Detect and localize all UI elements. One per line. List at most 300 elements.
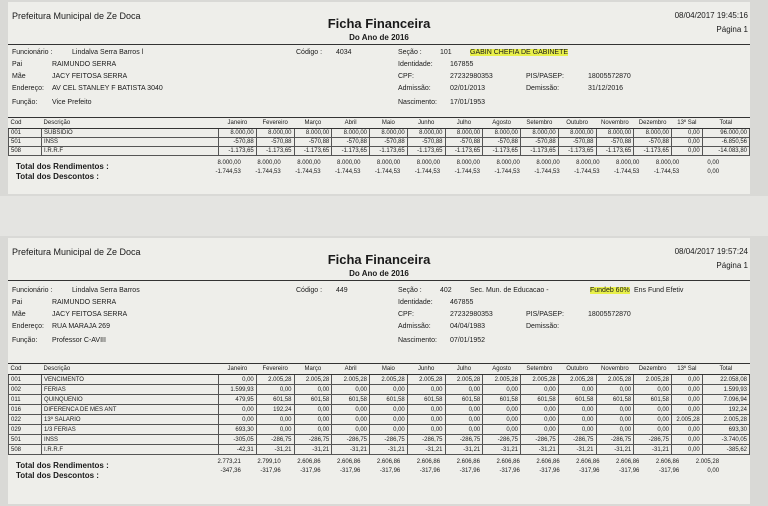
admissao-value: 04/04/1983 (450, 323, 486, 330)
secao-value: Sec. Mun. de Educacao - (470, 287, 549, 294)
total-value: 8.000,00 (257, 160, 281, 166)
total-rendimentos-values (204, 160, 750, 166)
table-cell: -570,88 (294, 138, 332, 147)
ficha-financeira-sheet-1 (8, 2, 750, 194)
total-value: -1.744,53 (295, 169, 321, 175)
total-value: 2.606,86 (297, 459, 321, 465)
table-cell: -42,31 (219, 445, 257, 455)
table-cell: 0,00 (672, 129, 703, 138)
total-value: 2.606,86 (496, 459, 520, 465)
table-cell: 0,00 (332, 405, 370, 415)
document-title: Ficha Financeira (327, 252, 431, 267)
total-descontos-values (204, 468, 750, 474)
table-cell: -31,21 (634, 445, 672, 455)
cpf-label: CPF: (398, 311, 414, 318)
column-header: Janeiro (219, 118, 257, 129)
total-value: 2.606,86 (337, 459, 361, 465)
table-cell: 0,00 (332, 425, 370, 435)
table-cell: 2.005,28 (332, 375, 370, 385)
table-cell: 0,00 (370, 415, 408, 425)
secao-number: 402 (440, 287, 452, 294)
total-value: -317,96 (658, 468, 680, 474)
column-header: Dezembro (634, 364, 672, 375)
column-header: Outubro (558, 118, 596, 129)
total-descontos-label: Total dos Descontos : (16, 471, 99, 480)
total-value: -317,96 (379, 468, 401, 474)
column-header: Agosto (483, 364, 521, 375)
table-cell: 0,00 (219, 405, 257, 415)
table-cell: -31,21 (445, 445, 483, 455)
total-value: 2.606,86 (416, 459, 441, 465)
table-cell: 022 (9, 415, 42, 425)
column-header: Total (702, 118, 749, 129)
table-cell: 0,00 (672, 435, 703, 445)
table-cell: 0,00 (558, 415, 596, 425)
total-rendimentos-label: Total dos Rendimentos : (16, 162, 109, 171)
table-cell: 2.005,28 (370, 375, 408, 385)
total-value: -1.744,53 (454, 169, 480, 175)
table-cell: I.R.R.F (42, 147, 219, 156)
table-cell: 8.000,00 (634, 129, 672, 138)
table-cell: -570,88 (483, 138, 521, 147)
column-header: Setembro (521, 118, 559, 129)
column-header: Maio (370, 118, 408, 129)
column-header: Descrição (42, 364, 219, 375)
endereco-value: RUA MARAJA 269 (52, 323, 110, 330)
column-header: Dezembro (634, 118, 672, 129)
table-cell: 8.000,00 (370, 129, 408, 138)
totals-block (8, 455, 750, 481)
document-subtitle: Do Ano de 2016 (349, 269, 409, 278)
nascimento-label: Nascimento: (398, 337, 437, 344)
table-cell: 601,58 (332, 395, 370, 405)
total-value: 2.606,86 (456, 459, 480, 465)
admissao-label: Admissão: (398, 323, 431, 330)
table-cell: 0,00 (634, 385, 672, 395)
page-number: Página 1 (716, 25, 748, 34)
table-cell: 1/3 FERIAS (42, 425, 219, 435)
table-cell: 693,30 (219, 425, 257, 435)
admissao-label: Admissão: (398, 85, 431, 92)
total-value: 8.000,00 (456, 160, 480, 166)
column-header: Cod (9, 364, 42, 375)
table-cell: 0,00 (596, 425, 634, 435)
table-cell: -570,88 (558, 138, 596, 147)
ficha-financeira-sheet-2 (8, 238, 750, 504)
identidade-value: 467855 (450, 299, 474, 306)
total-value: 8.000,00 (297, 160, 321, 166)
table-cell: 0,00 (294, 425, 332, 435)
total-value: -317,96 (459, 468, 480, 474)
total-value: 2.606,86 (536, 459, 560, 465)
total-value (722, 459, 750, 465)
table-cell: 0,00 (521, 385, 559, 395)
table-cell: -286,75 (521, 435, 559, 445)
table-cell: 0,00 (445, 425, 483, 435)
pis-label: PIS/PASEP: (526, 311, 564, 318)
cpf-value: 27232980353 (450, 311, 493, 318)
table-cell: -1.173,65 (596, 147, 634, 156)
table-cell: 002 (9, 385, 42, 395)
table-cell: 1.599,93 (702, 385, 749, 395)
table-cell: 7.096,94 (702, 395, 749, 405)
table-cell: 0,00 (407, 385, 445, 395)
endereco-label: Endereço: (12, 85, 44, 92)
total-value: -317,96 (340, 468, 361, 474)
table-cell: -570,88 (370, 138, 408, 147)
table-cell: 0,00 (483, 405, 521, 415)
total-value (722, 169, 750, 175)
table-cell: 0,00 (483, 385, 521, 395)
table-cell: 1.599,93 (219, 385, 257, 395)
payroll-table (8, 118, 750, 156)
table-cell: 2.005,28 (407, 375, 445, 385)
table-cell: 601,58 (294, 395, 332, 405)
table-cell: -31,21 (407, 445, 445, 455)
table-row (9, 435, 750, 445)
table-cell: SUBSIDIO (42, 129, 219, 138)
table-cell: 0,00 (672, 425, 703, 435)
prefeitura-name: Prefeitura Municipal de Ze Doca (12, 247, 141, 257)
table-cell: 2.005,28 (256, 375, 294, 385)
total-value: 2.606,86 (376, 459, 401, 465)
paper-gap (0, 196, 768, 236)
total-value: 2.799,10 (257, 459, 281, 465)
funcao-label: Função: (12, 337, 38, 344)
pai-label: Pai (12, 61, 23, 68)
table-cell: 0,00 (483, 415, 521, 425)
total-value: -1.744,53 (494, 169, 520, 175)
funcao-value: Vice Prefeito (52, 99, 92, 106)
table-cell: 8.000,00 (521, 129, 559, 138)
table-cell: INSS (42, 138, 219, 147)
table-cell: -286,75 (483, 435, 521, 445)
table-cell: -286,75 (370, 435, 408, 445)
total-descontos-label: Total dos Descontos : (16, 172, 99, 181)
table-cell: -305,05 (219, 435, 257, 445)
document-subtitle: Do Ano de 2016 (349, 33, 409, 42)
demissao-label: Demissão: (526, 323, 560, 330)
table-cell: -570,88 (445, 138, 483, 147)
table-cell: 001 (9, 129, 42, 138)
column-header: Descrição (42, 118, 219, 129)
pis-value: 18005572870 (588, 73, 631, 80)
table-cell: 0,00 (219, 375, 257, 385)
table-cell: 2.005,28 (521, 375, 559, 385)
funcionario-value: Lindalva Serra Barros (72, 287, 140, 294)
table-row (9, 415, 750, 425)
payroll-table (8, 364, 750, 455)
total-value: -1.744,53 (534, 169, 560, 175)
table-cell: FERIAS (42, 385, 219, 395)
table-cell: -286,75 (596, 435, 634, 445)
identidade-label: Identidade: (398, 299, 433, 306)
table-cell: DIFERENCA DE MES ANT (42, 405, 219, 415)
table-cell: 8.000,00 (558, 129, 596, 138)
table-cell: INSS (42, 435, 219, 445)
total-value: 2.606,86 (655, 459, 680, 465)
table-cell: -286,75 (332, 435, 370, 445)
total-value: -1.744,53 (255, 169, 281, 175)
table-cell: -31,21 (521, 445, 559, 455)
pai-label: Pai (12, 299, 23, 306)
table-cell: 0,00 (294, 415, 332, 425)
total-value: -1.744,53 (215, 169, 241, 175)
total-value: 0,00 (707, 169, 720, 175)
table-row (9, 129, 750, 138)
table-cell: -31,21 (256, 445, 294, 455)
table-cell: 0,00 (332, 385, 370, 395)
funcionario-value: Lindalva Serra Barros l (72, 49, 144, 56)
table-cell: 508 (9, 147, 42, 156)
table-cell: 0,00 (370, 425, 408, 435)
column-header: Junho (407, 364, 445, 375)
table-cell: -31,21 (596, 445, 634, 455)
table-cell: -1.173,65 (294, 147, 332, 156)
table-cell: -6.850,56 (702, 138, 749, 147)
pai-value: RAIMUNDO SERRA (52, 61, 117, 68)
table-cell: 601,58 (370, 395, 408, 405)
table-cell: 192,24 (256, 405, 294, 415)
table-cell: 501 (9, 435, 42, 445)
table-cell: 601,58 (634, 395, 672, 405)
table-cell: -1.173,65 (445, 147, 483, 156)
table-cell: 0,00 (407, 425, 445, 435)
table-cell: 2.005,28 (702, 415, 749, 425)
column-header: Abril (332, 364, 370, 375)
table-row (9, 425, 750, 435)
table-cell: 8.000,00 (483, 129, 521, 138)
table-cell: 0,00 (521, 415, 559, 425)
table-cell: -14.083,80 (702, 147, 749, 156)
total-value: 8.000,00 (655, 160, 680, 166)
table-cell: 479,95 (219, 395, 257, 405)
table-cell: -1.173,65 (407, 147, 445, 156)
table-cell: -570,88 (332, 138, 370, 147)
total-value: -317,96 (539, 468, 560, 474)
table-cell: -570,88 (256, 138, 294, 147)
secao-highlight: Fundeb 60% (590, 287, 630, 294)
secao-value: GABIN CHEFIA DE GABINETE (470, 49, 569, 56)
pis-value: 18005572870 (588, 311, 631, 318)
table-row (9, 138, 750, 147)
mae-label: Mãe (12, 73, 26, 80)
column-header: Abril (332, 118, 370, 129)
codigo-label: Código : (296, 287, 323, 294)
table-cell: 0,00 (256, 385, 294, 395)
table-cell: -286,75 (634, 435, 672, 445)
funcao-value: Professor C-AVIII (52, 337, 106, 344)
table-cell: 508 (9, 445, 42, 455)
table-cell: 001 (9, 375, 42, 385)
table-cell: -31,21 (558, 445, 596, 455)
total-value: -1.744,53 (414, 169, 441, 175)
pai-value: RAIMUNDO SERRA (52, 299, 117, 306)
table-row (9, 147, 750, 156)
table-cell: 0,00 (634, 405, 672, 415)
table-cell: 0,00 (596, 405, 634, 415)
column-header: 13º Sal (672, 118, 703, 129)
column-header: Março (294, 364, 332, 375)
secao-tail: Ens Fund Efetiv (634, 287, 684, 294)
table-cell: 0,00 (407, 405, 445, 415)
table-row (9, 445, 750, 455)
total-value: -1.744,53 (653, 169, 680, 175)
demissao-value: 31/12/2016 (588, 85, 624, 92)
table-cell: 016 (9, 405, 42, 415)
table-cell: 501 (9, 138, 42, 147)
table-cell: 0,00 (634, 415, 672, 425)
page-number: Página 1 (716, 261, 748, 270)
table-cell: -1.173,65 (332, 147, 370, 156)
table-cell: 2.005,28 (294, 375, 332, 385)
funcao-label: Função: (12, 99, 38, 106)
total-value: 0,00 (707, 468, 720, 474)
total-value (722, 468, 750, 474)
total-value: -317,96 (419, 468, 441, 474)
column-header: Fevereiro (256, 364, 294, 375)
totals-block (8, 156, 750, 182)
table-cell: 0,00 (634, 425, 672, 435)
total-value: 8.000,00 (217, 160, 241, 166)
total-value: 8.000,00 (576, 160, 600, 166)
total-value: 8.000,00 (496, 160, 520, 166)
mae-label: Mãe (12, 311, 26, 318)
total-value: 0,00 (707, 160, 720, 166)
identidade-value: 167855 (450, 61, 474, 68)
employee-info (8, 281, 750, 364)
mae-value: JACY FEITOSA SERRA (52, 311, 128, 318)
table-cell: 0,00 (294, 385, 332, 395)
total-value: 8.000,00 (616, 160, 640, 166)
secao-label: Seção : (398, 287, 422, 294)
pis-label: PIS/PASEP: (526, 73, 564, 80)
total-value: -317,96 (619, 468, 640, 474)
total-value: -317,96 (300, 468, 321, 474)
table-cell: VENCIMENTO (42, 375, 219, 385)
table-cell: 13º SALARIO (42, 415, 219, 425)
table-cell: 601,58 (558, 395, 596, 405)
nascimento-value: 07/01/1952 (450, 337, 486, 344)
table-cell: -31,21 (370, 445, 408, 455)
table-cell: 0,00 (521, 425, 559, 435)
table-cell: 0,00 (445, 415, 483, 425)
demissao-label: Demissão: (526, 85, 560, 92)
table-cell: 601,58 (445, 395, 483, 405)
total-value: -317,96 (579, 468, 600, 474)
total-value: -317,96 (499, 468, 520, 474)
total-value: 2.606,86 (576, 459, 600, 465)
table-cell: 0,00 (445, 405, 483, 415)
table-cell: 601,58 (256, 395, 294, 405)
table-cell: 0,00 (672, 147, 703, 156)
table-cell: 2.005,28 (558, 375, 596, 385)
table-cell: 601,58 (596, 395, 634, 405)
admissao-value: 02/01/2013 (450, 85, 486, 92)
document-title: Ficha Financeira (327, 16, 431, 31)
table-cell: -1.173,65 (483, 147, 521, 156)
cpf-value: 27232980353 (450, 73, 493, 80)
identidade-label: Identidade: (398, 61, 433, 68)
table-cell: -1.173,65 (634, 147, 672, 156)
table-cell: QUINQUENIO (42, 395, 219, 405)
table-cell: 8.000,00 (445, 129, 483, 138)
table-cell: 0,00 (294, 405, 332, 415)
table-cell: -1.173,65 (256, 147, 294, 156)
table-cell: 0,00 (521, 405, 559, 415)
total-value: -1.744,53 (374, 169, 401, 175)
total-value: 8.000,00 (536, 160, 560, 166)
table-cell: 0,00 (256, 415, 294, 425)
table-cell: -31,21 (294, 445, 332, 455)
table-cell: 0,00 (672, 405, 703, 415)
prefeitura-name: Prefeitura Municipal de Ze Doca (12, 11, 141, 21)
table-cell: -286,75 (445, 435, 483, 445)
table-cell: -570,88 (407, 138, 445, 147)
column-header: Julho (445, 364, 483, 375)
nascimento-label: Nascimento: (398, 99, 437, 106)
table-cell: 192,24 (702, 405, 749, 415)
total-value: 8.000,00 (416, 160, 441, 166)
table-cell: 029 (9, 425, 42, 435)
table-cell: -1.173,65 (370, 147, 408, 156)
column-header: Total (702, 364, 749, 375)
table-row (9, 385, 750, 395)
table-cell: 2.005,28 (672, 415, 703, 425)
total-value: -1.744,53 (335, 169, 361, 175)
table-cell: 693,30 (702, 425, 749, 435)
table-cell: 2.005,28 (483, 375, 521, 385)
table-cell: 0,00 (672, 375, 703, 385)
total-value: 2.005,28 (695, 459, 720, 465)
table-cell: -570,88 (634, 138, 672, 147)
table-cell: 8.000,00 (407, 129, 445, 138)
column-header: 13º Sal (672, 364, 703, 375)
table-cell: 0,00 (672, 445, 703, 455)
endereco-value: AV CEL STANLEY F BATISTA 3040 (52, 85, 163, 92)
table-cell: 2.005,28 (445, 375, 483, 385)
column-header: Junho (407, 118, 445, 129)
total-value: -1.744,53 (614, 169, 640, 175)
table-cell: 0,00 (256, 425, 294, 435)
total-rendimentos-values (204, 459, 750, 465)
column-header: Novembro (596, 364, 634, 375)
total-rendimentos-label: Total dos Rendimentos : (16, 461, 109, 470)
table-cell: -31,21 (332, 445, 370, 455)
table-cell: -570,88 (219, 138, 257, 147)
table-cell: 0,00 (558, 425, 596, 435)
table-cell: 0,00 (370, 385, 408, 395)
table-cell: 601,58 (483, 395, 521, 405)
column-header: Março (294, 118, 332, 129)
codigo-label: Código : (296, 49, 323, 56)
table-cell: -3.740,05 (702, 435, 749, 445)
table-cell: 8.000,00 (596, 129, 634, 138)
mae-value: JACY FEITOSA SERRA (52, 73, 128, 80)
table-cell: -1.173,65 (521, 147, 559, 156)
column-header: Cod (9, 118, 42, 129)
column-header: Janeiro (219, 364, 257, 375)
total-value: 2.606,86 (616, 459, 640, 465)
table-cell: -31,21 (483, 445, 521, 455)
endereco-label: Endereço: (12, 323, 44, 330)
table-cell: -286,75 (558, 435, 596, 445)
table-cell: 0,00 (672, 395, 703, 405)
table-cell: 96.000,00 (702, 129, 749, 138)
table-cell: -286,75 (256, 435, 294, 445)
total-value: 8.000,00 (376, 160, 401, 166)
table-cell: 0,00 (407, 415, 445, 425)
